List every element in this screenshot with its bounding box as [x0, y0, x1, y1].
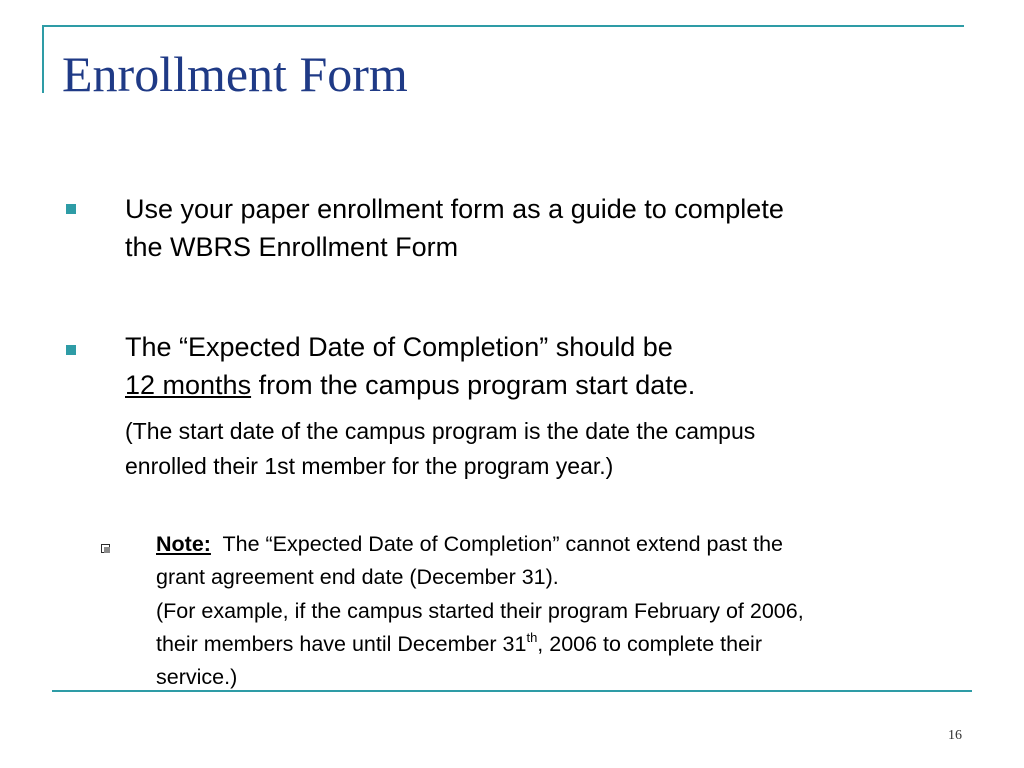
note-label: Note:: [156, 532, 211, 556]
slide-title: Enrollment Form: [62, 46, 408, 102]
bullet-item-2-line2: [125, 366, 980, 404]
example-line1: (For example, if the campus started their program February of 2006,: [156, 599, 804, 623]
example-line2-pre: their members have until December 31: [156, 632, 527, 656]
bullet-item-1: [125, 190, 980, 266]
example-line2-post: , 2006 to complete their: [537, 632, 762, 656]
page-number: 16: [948, 728, 962, 743]
square-bullet-icon: [66, 204, 76, 214]
note-line2: grant agreement end date (December 31).: [156, 565, 559, 589]
bullet-item-1-line1: Use your paper enrollment form as a guide to complete: [125, 194, 784, 224]
hollow-square-bullet-icon: [101, 544, 110, 553]
example-paragraph: [156, 595, 804, 694]
example-line3: service.): [156, 665, 238, 689]
ordinal-suffix: th: [526, 630, 538, 645]
start-date-explanation: [125, 414, 755, 484]
square-bullet-icon: [66, 345, 76, 355]
note-sub-item: [156, 528, 783, 594]
start-date-explanation-line2: enrolled their 1st member for the program year.): [125, 453, 614, 479]
example-line2: [156, 628, 804, 661]
bullet-item-2-line1: The “Expected Date of Completion” should be: [125, 332, 673, 362]
bullet-item-1-line2: the WBRS Enrollment Form: [125, 232, 459, 262]
note-line1-text: The “Expected Date of Completion” cannot extend past the: [210, 532, 784, 556]
bottom-rule: [52, 690, 972, 692]
title-frame-vertical-rule: [42, 25, 44, 93]
bullet-item-2: [125, 328, 980, 404]
bullet-item-2-line2-rest: from the campus program start date.: [251, 370, 696, 400]
start-date-explanation-line1: (The start date of the campus program is the date the campus: [125, 418, 756, 444]
duration-underlined: 12 months: [125, 370, 252, 400]
title-frame-horizontal-rule: [42, 25, 964, 27]
note-line1: [156, 528, 783, 561]
